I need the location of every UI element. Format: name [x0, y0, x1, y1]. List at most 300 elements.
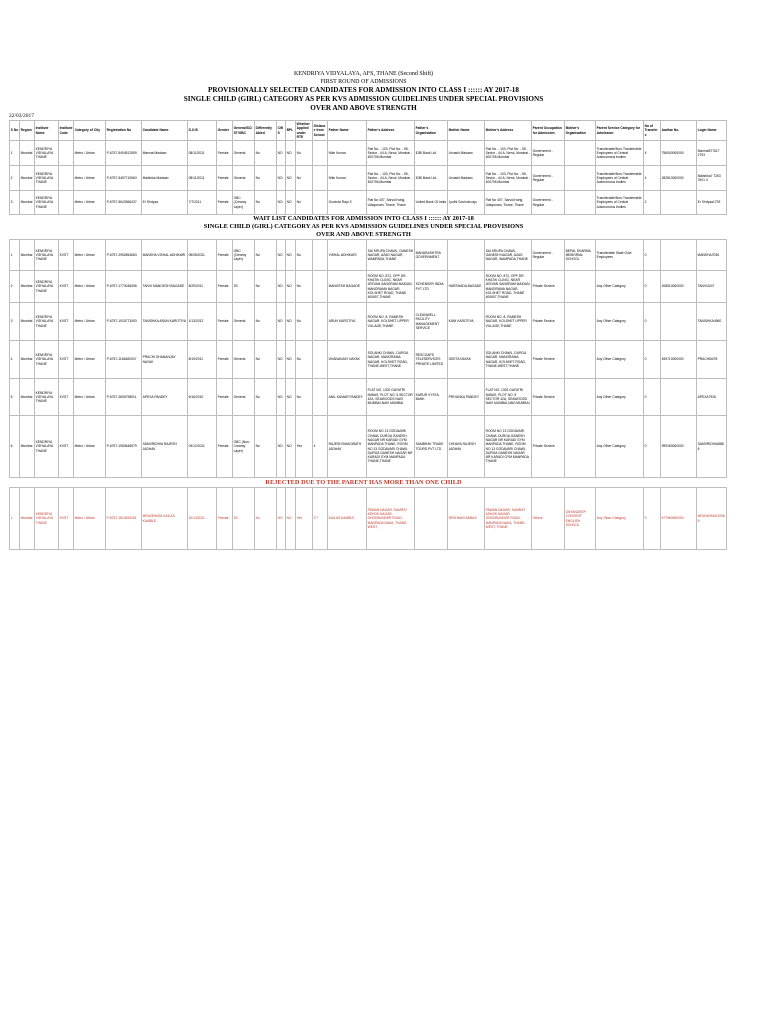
table-cell: DHANANJAY NAYAK — [328, 341, 367, 379]
table-cell: Private Service — [532, 416, 565, 478]
table-cell: 10/13/2011 — [188, 488, 217, 550]
table-row — [10, 488, 727, 550]
table-cell: NO — [277, 416, 286, 478]
table-cell: ARUN KAROTIYA — [328, 303, 367, 341]
table-cell: ROOM NO. 872, OPP DR. KHATIK CLINIC, NEAR JEEVAN SANGRAM MAIDAN, MANORAMA NAGAR, KOLSHET ROAD, THANE 400607,THANE — [485, 271, 532, 303]
table-cell: P-6757-2806798511 — [106, 379, 142, 416]
table-cell: 0 — [644, 488, 661, 550]
table-cell: TANVI MANGESH BAGADE — [142, 271, 188, 303]
table-cell: NO — [286, 271, 296, 303]
table-cell: APEXA PANDEY — [142, 379, 188, 416]
table-cell: Transferable/Non-Transferable Employees of Central Autonomous bodies — [596, 141, 644, 166]
waitlist-table — [9, 239, 727, 478]
table-cell: MRUNDHAVI1096 5 — [697, 488, 727, 550]
table-cell: ROOM NO. 8, RAMESH NAGAR, KOLSHET UPPER VILLAGE,THANE — [485, 303, 532, 341]
column-header: Gender — [217, 121, 233, 141]
table-cell: KENDRIYA VIDYALAYA THANE — [35, 379, 59, 416]
table-cell: 282810000000 — [661, 166, 697, 191]
table-cell: Female — [217, 166, 233, 191]
table-cell: MANSHA VISHAL ADHIKARI — [142, 240, 188, 271]
table-cell: MRUNDHAVI KAILAS KAMBLE — [142, 488, 188, 550]
table-cell — [313, 240, 328, 271]
column-header: Father's Address — [367, 121, 415, 141]
table-cell: NO — [286, 303, 296, 341]
column-header: Candidate Name — [142, 121, 188, 141]
table-cell: OBC (Creamy Layer) — [233, 191, 255, 215]
table-cell: P-6757-5497710663 — [106, 166, 142, 191]
table-cell: 208510000000 — [661, 271, 697, 303]
column-header: Parent Service Category for Admission — [596, 121, 644, 141]
table-row — [10, 191, 727, 215]
selected-rows — [10, 141, 727, 215]
table-cell: 4 — [313, 416, 328, 478]
table-cell: SCHENKER INDIA PVT LTD — [415, 271, 448, 303]
table-cell — [565, 341, 596, 379]
column-header: BPL — [286, 121, 296, 141]
table-cell: ROOM NO 13 GODAVARI CHAWL DURGA GANESH NAGAR NR KARADI GYM MANPADA THANE, ROOM NO 13 GODAVARI CHAWL DURGA GANESH NAGAR NR KARADI GYM MANPADA THANE — [485, 416, 532, 478]
table-cell: BEPAL SHARMA MEMORIAL SCHOOL — [565, 240, 596, 271]
table-cell — [565, 416, 596, 478]
table-cell: NO — [277, 141, 286, 166]
table-cell: Malishka Madaan — [142, 166, 188, 191]
table-cell: Others — [532, 488, 565, 550]
table-cell: Flat No 407, Sarvoll wing, Udayonam, Thane, Thane — [485, 191, 532, 215]
table-cell: 999260000000 — [661, 416, 697, 478]
table-cell: Nitin Kumar — [328, 141, 367, 166]
table-cell: Government - Regular — [532, 141, 565, 166]
table-cell: Metro / Urban — [74, 191, 106, 215]
table-cell — [59, 141, 74, 166]
table-cell: Any Other Category — [596, 416, 644, 478]
table-cell: Flat No. - 103, Plot No. - 55, Sector - 44 A, Nerul, Mumbai - 400706,Mumbai — [485, 141, 532, 166]
column-header: Father's Organisation — [415, 121, 448, 141]
table-cell: Female — [217, 488, 233, 550]
table-cell: ROOM NO. 872, OPP DR. KHATIK CLINIC, NEAR JEEVAN SANGRAM MAIDAN, MANORAMA NAGAR, KOLSHET ROAD, THANE 400607,THANE — [367, 271, 415, 303]
table-cell: KENDRIYA VIDYALAYA THANE — [35, 416, 59, 478]
table-cell: Transferable State Govt Employees — [596, 240, 644, 271]
column-header: Differently Abled — [255, 121, 277, 141]
table-cell: Metro / Urban — [74, 488, 106, 550]
table-cell: Private Service — [532, 303, 565, 341]
table-cell: NO — [277, 271, 286, 303]
column-header: Category of City — [74, 121, 106, 141]
table-cell: SAI KRUPA CHAWL, GANESH NAGAR, AZAD NAGAR, WAMPADA,THANE — [367, 240, 415, 271]
table-cell: KVST — [59, 379, 74, 416]
table-cell: 0 — [644, 379, 661, 416]
strength-title: OVER AND ABOVE STRENGTH — [310, 104, 417, 112]
table-cell: 1 — [10, 488, 20, 550]
table-cell: APEXA7926 — [697, 379, 727, 416]
table-cell: SC — [233, 271, 255, 303]
table-cell: KENDRIYA VIDYALAYA THANE — [35, 191, 59, 215]
table-cell — [565, 166, 596, 191]
table-cell: Urvashi Madaan — [448, 141, 485, 166]
table-cell: 03/12/2011 — [188, 416, 217, 478]
table-cell: 08/11/2011 — [188, 166, 217, 191]
table-cell — [313, 379, 328, 416]
school-name: KENDRIYA VIDYALAYA, AFS, THANE (Second Shift) — [293, 71, 434, 77]
table-cell: Any Other Category — [596, 271, 644, 303]
table-cell: Mumbai — [20, 341, 35, 379]
table-cell: P-6757-1166480037 — [106, 341, 142, 379]
table-cell: Female — [217, 303, 233, 341]
table-cell: NO — [277, 341, 286, 379]
table-row — [10, 141, 727, 166]
table-cell: SAI KRUPA CHAWL, GANESH NAGAR, AZAD NAGAR, WAMPADA,THANE — [485, 240, 532, 271]
table-cell: General — [233, 341, 255, 379]
table-cell: MAHARASHTRA GOVERNMENT — [415, 240, 448, 271]
column-header: Registration No — [106, 121, 142, 141]
table-cell: KARUR VYSYA BANK — [415, 379, 448, 416]
table-cell: Mumbai — [20, 141, 35, 166]
table-cell: IDBI Bank Ltd. — [415, 141, 448, 166]
table-cell: TANVI4247 — [697, 271, 727, 303]
table-cell: KENDRIYA VIDYALAYA THANE — [35, 341, 59, 379]
table-cell — [565, 191, 596, 215]
table-cell: No — [255, 303, 277, 341]
table-cell: P-6757-2952854683 — [106, 240, 142, 271]
table-cell: 3 — [10, 191, 20, 215]
table-cell: P-6757-1814532051 — [106, 488, 142, 550]
table-cell: NO — [277, 166, 286, 191]
table-cell — [661, 191, 697, 215]
table-cell: NO — [277, 240, 286, 271]
table-cell: General — [233, 141, 255, 166]
column-header: Parent Occupation for Admission — [532, 121, 565, 141]
table-cell — [661, 379, 697, 416]
table-cell: 3.7 — [313, 488, 328, 550]
table-cell: KENDRIYA VIDYALAYA THANE — [35, 141, 59, 166]
table-cell: Private Service — [532, 379, 565, 416]
table-cell: No — [255, 379, 277, 416]
table-cell: KENDRIYA VIDYALAYA THANE — [35, 271, 59, 303]
table-cell: MANSHA7036 — [697, 240, 727, 271]
table-cell: 0 — [644, 341, 661, 379]
table-cell: SC — [233, 488, 255, 550]
table-cell: RESCOAPS TELESERVICES PRIVATE LIMITED — [415, 341, 448, 379]
table-cell: KVST — [59, 303, 74, 341]
table-cell: Er Shriyaa1793 — [697, 191, 727, 215]
table-cell: Female — [217, 416, 233, 478]
waitlist-title: WAIT LIST CANDIDATES FOR ADMISSION INTO CLASS I :::::: AY 2017-18 — [253, 215, 474, 222]
table-cell: NO — [277, 379, 286, 416]
table-cell: OBC (Creamy Layer) — [233, 240, 255, 271]
table-cell — [313, 271, 328, 303]
table-cell: KENDRIYA VIDYALAYA THANE — [35, 488, 59, 550]
table-cell: No — [255, 240, 277, 271]
table-cell: Female — [217, 141, 233, 166]
table-row — [10, 379, 727, 416]
table-cell: NO — [286, 416, 296, 478]
rejected-title: REJECTED DUE TO THE PARENT HAS MORE THAN ONE CHILD — [265, 479, 462, 486]
table-cell: Govinda Raju S — [328, 191, 367, 215]
table-cell: Metro / Urban — [74, 166, 106, 191]
table-cell: SAMBHAV TRADE TOURS PVT LTD — [415, 416, 448, 478]
table-cell — [448, 240, 485, 271]
table-row — [10, 416, 727, 478]
table-cell: No — [296, 191, 313, 215]
table-cell: Mumbai — [20, 416, 35, 478]
table-cell: Metro / Urban — [74, 141, 106, 166]
table-cell: United Bank Of India — [415, 191, 448, 215]
table-cell: Flat No 407, Sarvoll wing, Udayonam, Thane, Thane — [367, 191, 415, 215]
column-header: Distance from School — [313, 121, 328, 141]
table-cell: 7/7/2011 — [188, 191, 217, 215]
table-cell: GEETA NAYAK — [448, 341, 485, 379]
column-header: Mother Name — [448, 121, 485, 141]
table-cell: Mannat577617 2793 — [697, 141, 727, 166]
table-cell: VISHAL ADHIKARI — [328, 240, 367, 271]
waitlist-category: SINGLE CHILD (GIRL) CATEGORY AS PER KVS ADMISSION GUIDELINES UNDER SPECIAL PROVISIONS — [203, 223, 524, 230]
table-cell: Malishka7 7263 7601 4 — [697, 166, 727, 191]
table-cell: 6 — [10, 416, 20, 478]
table-cell: Metro / Urban — [74, 379, 106, 416]
column-header: Institute Code — [59, 121, 74, 141]
table-cell: Er Shriyaa — [142, 191, 188, 215]
table-cell: Jyothi Govinda raju — [448, 191, 485, 215]
table-cell: P-6757-1983648979 — [106, 416, 142, 478]
table-cell — [313, 141, 328, 166]
table-cell: Female — [217, 379, 233, 416]
table-cell: 3 — [10, 303, 20, 341]
table-cell: No — [296, 341, 313, 379]
table-cell: SOLANKI CHAWL, DURGA NAGAR, MANORAMA NAGAR, KOLSHET ROAD, THANE-WEST,THANE — [485, 341, 532, 379]
table-cell: Mumbai — [20, 191, 35, 215]
document-page — [9, 70, 725, 550]
table-row — [10, 303, 727, 341]
table-cell: 6/16/2010 — [188, 379, 217, 416]
table-cell — [565, 303, 596, 341]
table-cell: MANGESH BAGADE — [328, 271, 367, 303]
column-header: Institute Name — [35, 121, 59, 141]
table-cell: OBC (Non-Creamy Layer) — [233, 416, 255, 478]
table-cell: Mumbai — [20, 271, 35, 303]
table-cell — [565, 379, 596, 416]
table-header-row — [10, 121, 727, 141]
table-cell: PRACHI6078 — [697, 341, 727, 379]
table-cell: Government - Regular — [532, 191, 565, 215]
table-cell: KVST — [59, 240, 74, 271]
table-cell: No — [255, 488, 277, 550]
table-cell: 5 — [10, 379, 20, 416]
table-cell: SAMVRIDHIA RAJESH JADHAV — [142, 416, 188, 478]
table-cell: 8/19/2011 — [188, 341, 217, 379]
table-row — [10, 341, 727, 379]
table-cell: IDBI Bank Ltd. — [415, 166, 448, 191]
table-row — [10, 240, 727, 271]
table-cell — [59, 166, 74, 191]
table-cell: KAILAS KAMBLE — [328, 488, 367, 550]
table-cell: KVST — [59, 416, 74, 478]
table-cell: 05/08/2011 — [188, 240, 217, 271]
table-cell — [661, 240, 697, 271]
table-cell — [313, 341, 328, 379]
table-cell: HARSHADA BAGADE — [448, 271, 485, 303]
table-cell: Transferable/Non-Transferable Employees of Central Autonomous bodies — [596, 191, 644, 215]
table-cell: Metro / Urban — [74, 271, 106, 303]
table-cell: 2 — [644, 191, 661, 215]
table-cell: NO — [286, 488, 296, 550]
table-cell: TANISHKA ARUN KAROTIYA — [142, 303, 188, 341]
column-header: D.O.B — [188, 121, 217, 141]
table-cell: ROOM NO 13 GODAVARI CHAWL DURGA GANESH NAGAR NR KARADI GYM MANPADA THANE, ROOM NO 13 GODAVARI CHAWL DURGA GANESH NAGAR NR KARADI GYM MANPADA THANE,THANE — [367, 416, 415, 478]
column-header: CWS — [277, 121, 286, 141]
table-cell: Any Other Category — [596, 303, 644, 341]
table-cell: 08/11/2011 — [188, 141, 217, 166]
table-cell: NO — [277, 303, 286, 341]
table-cell — [565, 271, 596, 303]
table-cell: Flat No. - 103, Plot No. - 55, Sector - 44 A, Nerul, Mumbai - 400706,Mumbai — [367, 166, 415, 191]
table-cell: RESHMA KAMBLE — [448, 488, 485, 550]
table-cell: Nitin Kumar — [328, 166, 367, 191]
table-cell: Female — [217, 191, 233, 215]
table-row — [10, 271, 727, 303]
table-cell: PAWAN NAGAR, SAMRAT ASHOK NAGAR, GHODBUNDER ROAD, MANPADA NAKA, THANE-WEST, THANE — [485, 488, 532, 550]
table-cell: Yes — [296, 416, 313, 478]
table-cell: CHHAYA RAJESH JADHAV — [448, 416, 485, 478]
table-cell: 0 — [644, 303, 661, 341]
table-cell: No — [296, 303, 313, 341]
table-cell: KVST — [59, 271, 74, 303]
column-header: Father Name — [328, 121, 367, 141]
table-cell: KVST — [59, 488, 74, 550]
table-cell: Yes — [296, 488, 313, 550]
column-header: No of Transfers — [644, 121, 661, 141]
table-cell: 4 — [644, 166, 661, 191]
table-cell: P-6757-1774048496 — [106, 271, 142, 303]
table-cell: Metro / Urban — [74, 303, 106, 341]
table-cell: NO — [286, 141, 296, 166]
table-cell: General — [233, 166, 255, 191]
table-cell: NO — [277, 488, 286, 550]
table-cell: SOLANKI CHAWL, DURGA NAGAR, MANORAMA NAGAR, KOLSHET ROAD, THANE-WEST,THANE — [367, 341, 415, 379]
table-cell: 756000000000 — [661, 141, 697, 166]
table-cell: 1 — [10, 240, 20, 271]
table-cell: KENDRIYA VIDYALAYA THANE — [35, 303, 59, 341]
table-cell: Flat No. - 103, Plot No. - 55, Sector - 44 A, Nerul, Mumbai - 400706,Mumbai — [367, 141, 415, 166]
table-cell: NO — [286, 191, 296, 215]
rejected-rows — [10, 488, 727, 550]
table-cell: 2 — [10, 166, 20, 191]
table-cell: Mumbai — [20, 240, 35, 271]
table-cell: CLEANWELL FACILITY MANAGEMENT SERVICE — [415, 303, 448, 341]
table-cell: 0 — [644, 416, 661, 478]
table-cell — [313, 191, 328, 215]
table-cell: 677960000000 — [661, 488, 697, 550]
table-cell: FLAT NO. 1302 GAYATRI NIWAS, PLOT NO. 5 SECTOR 42A, SEAWOODS NAVI MUMBAI,NAVI MUMBAI — [485, 379, 532, 416]
table-cell: P-6757-5643366437 — [106, 191, 142, 215]
table-cell: Government - Regular — [532, 166, 565, 191]
table-cell: Mannat Madaan — [142, 141, 188, 166]
table-cell: Private Service — [532, 271, 565, 303]
column-header: Whether Applied under RTE — [296, 121, 313, 141]
table-cell: FLAT NO. 1302 GAYATRI NIWAS, PLOT NO. 5 SECTOR 42A, SEAWOODS NAVI MUMBAI,NAVI MUMBAI — [367, 379, 415, 416]
table-cell: Metro / Urban — [74, 416, 106, 478]
table-cell: No — [296, 240, 313, 271]
table-cell: Private Service — [532, 341, 565, 379]
rejected-table — [9, 487, 727, 550]
list-date: 22/03/2017 — [9, 113, 35, 119]
selected-table — [9, 120, 727, 215]
table-cell — [565, 141, 596, 166]
table-cell: 4 — [10, 341, 20, 379]
table-cell — [313, 303, 328, 341]
table-cell: No — [296, 141, 313, 166]
table-cell — [313, 166, 328, 191]
table-cell: No — [255, 271, 277, 303]
table-cell: Any Other Category — [596, 379, 644, 416]
column-header: Mother's Address — [485, 121, 532, 141]
table-cell: Mumbai — [20, 303, 35, 341]
table-cell: P-6757-5494512559 — [106, 141, 142, 166]
table-cell: General — [233, 379, 255, 416]
table-cell: NO — [286, 240, 296, 271]
table-cell: Government - Regular — [532, 240, 565, 271]
table-cell: Female — [217, 240, 233, 271]
column-header: Aadhar No. — [661, 121, 697, 141]
table-cell: KENDRIYA VIDYALAYA THANE — [35, 240, 59, 271]
column-header: S No — [10, 121, 20, 141]
table-cell: No — [255, 416, 277, 478]
column-header: General/SC/ ST/OBC — [233, 121, 255, 141]
table-cell: Any Other Category — [596, 341, 644, 379]
table-cell: NO — [286, 379, 296, 416]
table-cell: Metro / Urban — [74, 240, 106, 271]
table-cell: No — [296, 271, 313, 303]
table-cell: 0 — [644, 271, 661, 303]
table-cell: PAWAN NAGAR, SAMRAT ASHOK NAGAR, GHODBUNDER ROAD, MANPADA NAKA, THANE-WEST, — [367, 488, 415, 550]
table-cell: 459710000000 — [661, 341, 697, 379]
table-cell: General — [233, 303, 255, 341]
table-cell: 0 — [644, 240, 661, 271]
table-cell: Flat No. - 103, Plot No. - 55, Sector - 44 A, Nerul, Mumbai - 400706,Mumbai — [485, 166, 532, 191]
table-cell: Any Other Category — [596, 488, 644, 550]
table-cell: 4 — [644, 141, 661, 166]
table-cell: SAMVRIDHIA8886 — [697, 416, 727, 478]
table-cell: 1/13/2012 — [188, 303, 217, 341]
table-cell: NO — [286, 166, 296, 191]
table-cell: No — [296, 166, 313, 191]
table-cell: No — [296, 379, 313, 416]
category-title: SINGLE CHILD (GIRL) CATEGORY AS PER KVS ADMISSION GUIDELINES UNDER SPECIAL PROVISIONS — [183, 95, 544, 103]
table-cell: NO — [286, 341, 296, 379]
table-cell: 1 — [10, 141, 20, 166]
table-cell — [661, 303, 697, 341]
table-cell: ANIL KUMAR PANDEY — [328, 379, 367, 416]
table-cell: 2 — [10, 271, 20, 303]
page-title: PROVISIONALLY SELECTED CANDIDATES FOR ADMISSION INTO CLASS I :::::: AY 2017-18 — [208, 86, 519, 94]
table-cell: KENDRIYA VIDYALAYA THANE — [35, 166, 59, 191]
table-cell: No — [255, 166, 277, 191]
table-cell: Female — [217, 341, 233, 379]
table-cell: No — [255, 341, 277, 379]
table-cell: PRIYANKA PANDEY — [448, 379, 485, 416]
table-cell: Urvashi Madaan — [448, 166, 485, 191]
column-header: Login Name — [697, 121, 727, 141]
table-row — [10, 166, 727, 191]
table-cell: Transferable/Non-Transferable Employees of Central Autonomous bodies — [596, 166, 644, 191]
table-cell: No — [255, 141, 277, 166]
table-cell: Metro / Urban — [74, 341, 106, 379]
table-cell: KVST — [59, 341, 74, 379]
table-cell: TANISHKA4960 — [697, 303, 727, 341]
column-header: Mother's Organisation — [565, 121, 596, 141]
table-cell: DNYANDEEP CONVENT ENGLISH SCHOOL — [565, 488, 596, 550]
table-cell: Mumbai — [20, 166, 35, 191]
table-cell: 8/29/2011 — [188, 271, 217, 303]
round-label: FIRST ROUND OF ADMISSIONS — [320, 79, 407, 85]
table-cell: ROOM NO. 8, RAMESH NAGAR, KOLSHET UPPER VILLAGE,THANE — [367, 303, 415, 341]
